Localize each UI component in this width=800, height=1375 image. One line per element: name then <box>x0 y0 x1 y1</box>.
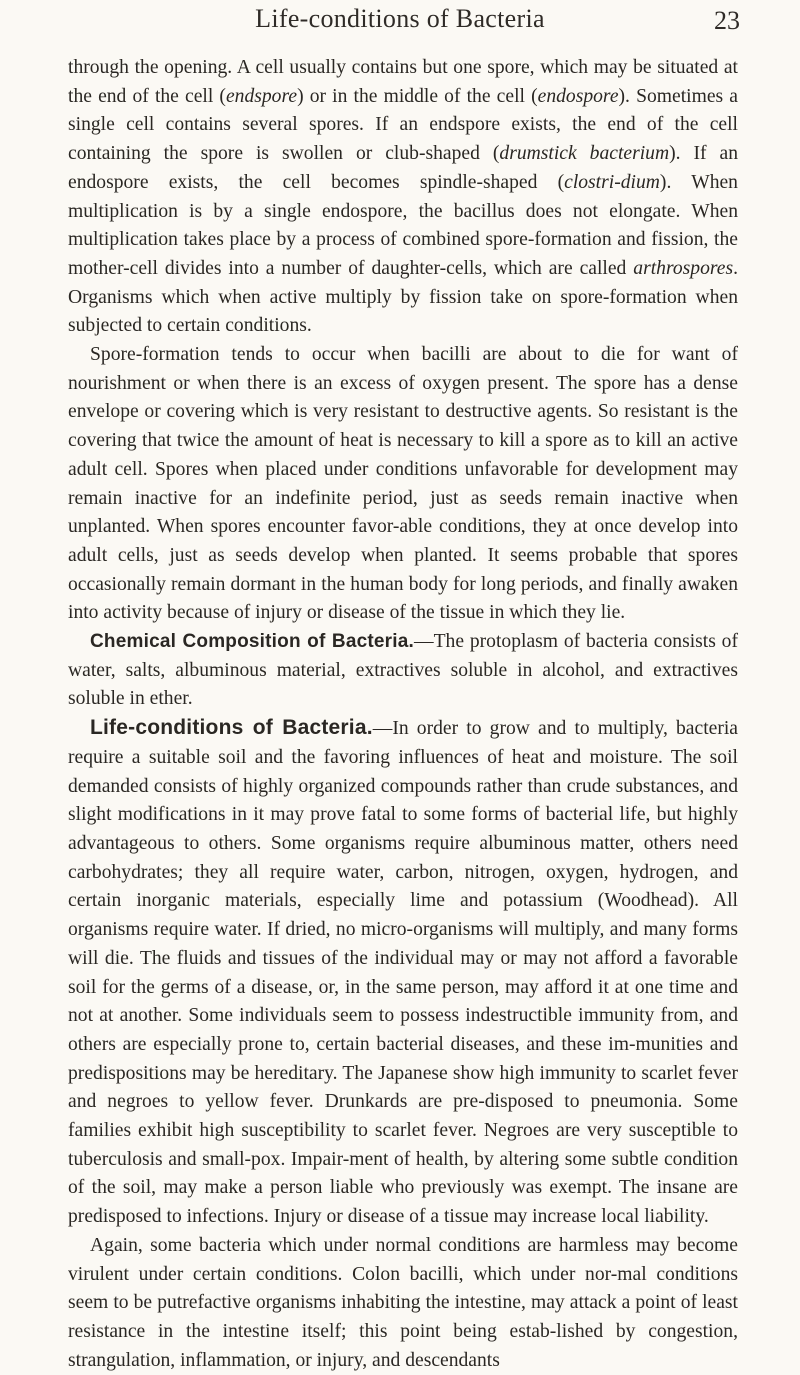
running-title: Life-conditions of Bacteria <box>255 4 545 33</box>
text-run: —In order to grow and to multiply, bacteria require a suitable soil and the favoring influences of heat and moisture. The soil demanded consists of highly organized compounds rather than crude substances, and slight modifications in it may prove fatal to some forms of bacterial life, but highly advantageous to others. Some organisms require albuminous matter, others need carbohydrates; they all require water, carbon, nitrogen, oxygen, hydrogen, and certain inorganic materials, especially lime and potassium (Woodhead). All organisms require water. If dried, no micro-organisms will multiply, and many forms will die. The fluids and tissues of the individual may or may not afford a favorable soil for the germs of a disease, or, in the same person, may afford it at one time and not at another. Some individuals seem to possess indestructible immunity from, and others are especially prone to, certain bacterial diseases, and these im-munities and predispositions may be hereditary. The Japanese show high immunity to scarlet fever and negroes to yellow fever. Drunkards are pre-disposed to pneumonia. Some families exhibit high susceptibility to scarlet fever. Negroes are very susceptible to tuberculosis and small-pox. Impair-ment of health, by altering some subtle condition of the soil, may make a person liable who previously was exempt. The insane are predisposed to infections. Injury or disease of a tissue may increase local liability. <box>68 718 738 1228</box>
paragraph-spores-location <box>68 54 738 341</box>
term-drumstick-bacterium: drumstick bacterium <box>499 143 670 165</box>
text-run: ). When multiplication is by a single endospore, the bacillus does not elongate. When multiplication takes place by a process of combined spore-formation and fission, the mother-cell divides into a number of daughter-cells, which are called <box>68 171 738 279</box>
paragraph-spore-formation: Spore-formation tends to occur when bacilli are about to die for want of nourishment or when there is an excess of oxygen present. The spore has a dense envelope or covering which is very resistant to destructive agents. So resistant is the covering that twice the amount of heat is necessary to kill a spore as to kill an active adult cell. Spores when placed under conditions unfavorable for development may remain inactive for an indefinite period, just as seeds remain inactive when unplanted. When spores encounter favor-able conditions, they at once develop into adult cells, just as seeds develop when planted. It seems probable that spores occasionally remain dormant in the human body for long periods, and finally awaken into activity because of injury or disease of the tissue in which they lie. <box>68 344 738 624</box>
paragraph-chemical-composition <box>68 628 738 714</box>
text-run: . Organisms which when active multiply by fission take on spore-formation when subjected to certain conditions. <box>68 257 738 337</box>
paragraph-virulence: Again, some bacteria which under normal conditions are harmless may become virulent under certain conditions. Colon bacilli, which under nor-mal conditions seem to be putrefactive organisms inhabiting the intestine, may attack a point of least resistance in the intestine itself; this point being estab-lished by congestion, strangulation, inflammation, or injury, and descendants <box>68 1234 738 1371</box>
text-run: through the opening. A cell usually contains but one spore, which may be situated at the end of the cell ( <box>68 57 738 107</box>
text-run: ). Sometimes a single cell contains several spores. If an endspore exists, the end of the cell containing the spore is swollen or club-shaped ( <box>68 85 738 165</box>
section-heading-life-conditions: Life-conditions of Bacteria. <box>90 716 373 740</box>
paragraph-life-conditions <box>68 714 738 1232</box>
term-arthrospores: arthrospores <box>633 257 734 279</box>
text-run: ). If an endospore exists, the cell becomes spindle-shaped ( <box>68 143 739 193</box>
term-endspore: endspore <box>225 85 298 107</box>
page-number: 23 <box>714 6 740 35</box>
text-run: —The protoplasm of bacteria consists of water, salts, albuminous material, extractives soluble in alcohol, and extractives soluble in ether. <box>68 631 738 710</box>
body-text <box>68 54 738 1375</box>
term-endospore: endospore <box>537 85 619 107</box>
text-run: ) or in the middle of the cell ( <box>297 85 538 107</box>
term-clostridium: clostri-dium <box>564 171 660 193</box>
section-heading-chemical-composition: Chemical Composition of Bacteria. <box>90 631 414 653</box>
running-head <box>0 4 800 44</box>
